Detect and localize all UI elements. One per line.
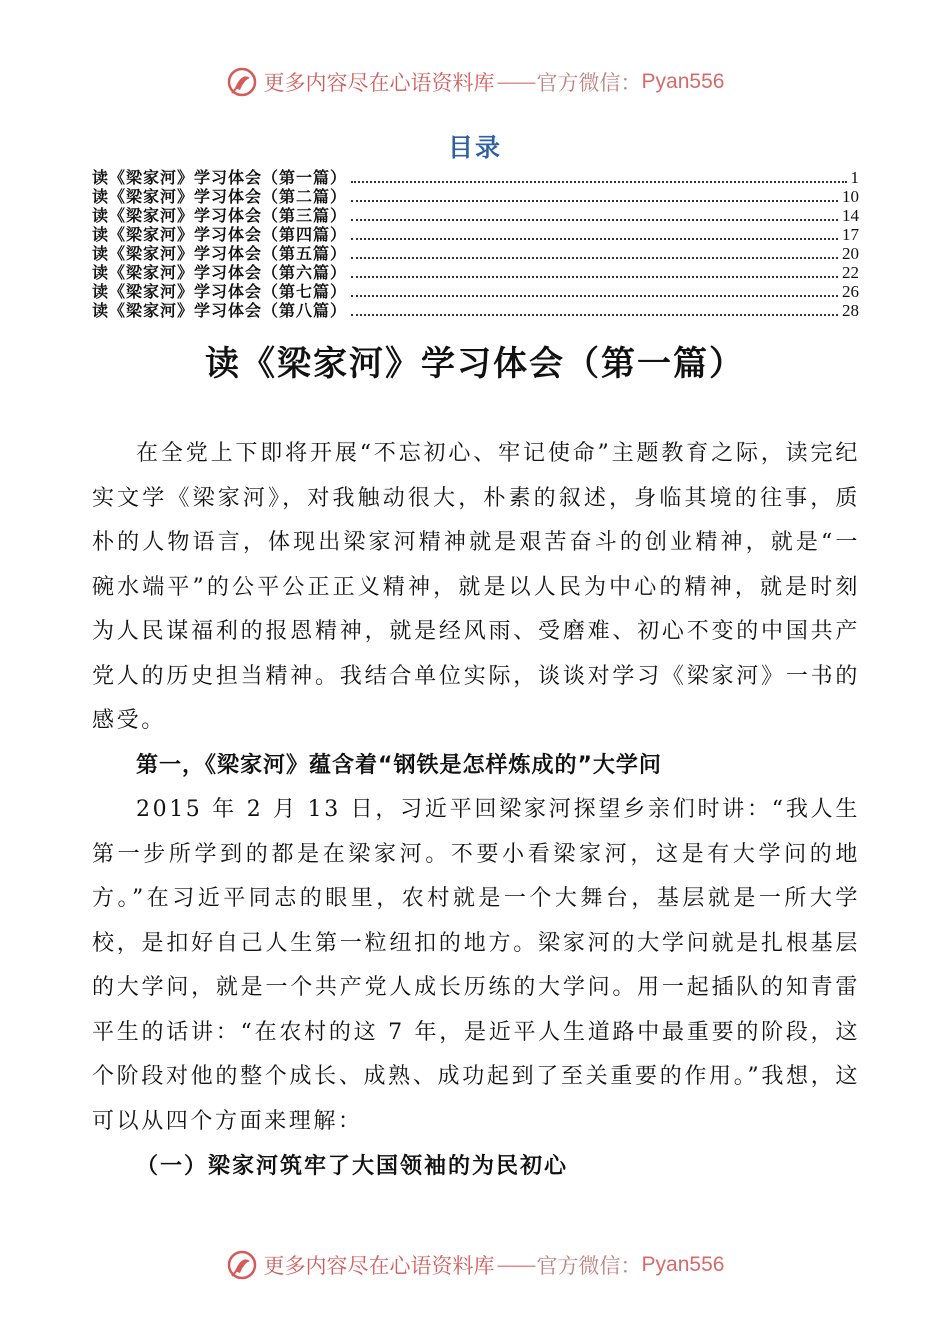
watermark-id: Pyan556 [641, 1253, 725, 1276]
toc-leader [351, 207, 838, 221]
article-body [92, 432, 860, 1189]
logo-icon [226, 1249, 258, 1281]
toc-entry-page: 1 [850, 168, 859, 187]
body-paragraph: 2015 年 2 月 13 日，习近平回梁家河探望乡亲们时讲：“我人生第一步所学到的都是在梁家河。不要小看梁家河，这是有大学问的地方。”在习近平同志的眼里，农村就是一个大舞台，基层就是一所大学校，是扣好自己人生第一粒纽扣的地方。梁家河的大学问就是扎根基层的大学问，就是一个共产党人成长历练的大学问。用一起插队的知青雷平生的话讲：“在农村的这 7 年，是近平人生道路中最重要的阶段，这个阶段对他的整个成长、成熟、成功起到了至关重要的作用。”我想，这可以从四个方面来理解： [92, 797, 860, 1134]
toc-entry-page: 20 [842, 244, 859, 263]
toc-title: 目录 [447, 133, 502, 162]
watermark-brand: 更多内容尽在心语资料库 [263, 71, 495, 95]
watermark-label: 官方微信： [536, 1254, 642, 1278]
toc-entry-page: 10 [842, 187, 859, 206]
toc-leader [351, 169, 846, 183]
watermark-label: 官方微信： [536, 71, 642, 95]
subsection-heading: （一）梁家河筑牢了大国领袖的为民初心 [136, 1153, 569, 1179]
toc-leader [351, 283, 838, 297]
watermark-dash: —— [496, 70, 535, 94]
logo-icon [226, 66, 258, 98]
toc-leader [351, 226, 838, 240]
watermark-dash: —— [496, 1253, 535, 1277]
toc-leader [351, 264, 838, 278]
toc-entry[interactable] [92, 244, 859, 263]
toc-leader [351, 245, 838, 259]
toc-entry-label: 读《梁家河》学习体会（第一篇） [92, 168, 348, 187]
toc-entry[interactable] [92, 301, 859, 320]
article-title: 读《梁家河》学习体会（第一篇） [205, 344, 745, 384]
toc-entry[interactable] [92, 282, 859, 301]
toc-leader [351, 188, 838, 202]
watermark-id: Pyan556 [641, 70, 725, 93]
toc-entry[interactable] [92, 168, 859, 187]
toc-entry-label: 读《梁家河》学习体会（第四篇） [92, 225, 348, 244]
section-heading: 第一，《梁家河》蕴含着“钢铁是怎样炼成的”大学问 [136, 752, 662, 778]
toc-entry-label: 读《梁家河》学习体会（第三篇） [92, 206, 348, 225]
watermark-footer [0, 1245, 950, 1285]
table-of-contents [92, 168, 859, 320]
watermark-header [0, 62, 950, 102]
toc-entry-page: 22 [842, 263, 859, 282]
toc-entry-label: 读《梁家河》学习体会（第七篇） [92, 282, 348, 301]
toc-entry[interactable] [92, 187, 859, 206]
toc-entry[interactable] [92, 263, 859, 282]
toc-entry-label: 读《梁家河》学习体会（第六篇） [92, 263, 348, 282]
toc-entry-page: 14 [842, 206, 859, 225]
toc-entry-label: 读《梁家河》学习体会（第五篇） [92, 244, 348, 263]
toc-entry[interactable] [92, 225, 859, 244]
toc-entry[interactable] [92, 206, 859, 225]
toc-entry-page: 28 [842, 301, 859, 320]
toc-entry-label: 读《梁家河》学习体会（第八篇） [92, 301, 348, 320]
toc-entry-page: 17 [842, 225, 859, 244]
intro-paragraph: 在全党上下即将开展“不忘初心、牢记使命”主题教育之际，读完纪实文学《梁家河》，对我触动很大，朴素的叙述，身临其境的往事，质朴的人物语言，体现出梁家河精神就是艰苦奋斗的创业精神，就是“一碗水端平”的公平公正正义精神，就是以人民为中心的精神，就是时刻为人民谋福利的报恩精神，就是经风雨、受磨难、初心不变的中国共产党人的历史担当精神。我结合单位实际，谈谈对学习《梁家河》一书的感受。 [92, 441, 860, 733]
watermark-brand: 更多内容尽在心语资料库 [263, 1254, 495, 1278]
toc-entry-label: 读《梁家河》学习体会（第二篇） [92, 187, 348, 206]
toc-entry-page: 26 [842, 282, 859, 301]
toc-leader [351, 302, 838, 316]
